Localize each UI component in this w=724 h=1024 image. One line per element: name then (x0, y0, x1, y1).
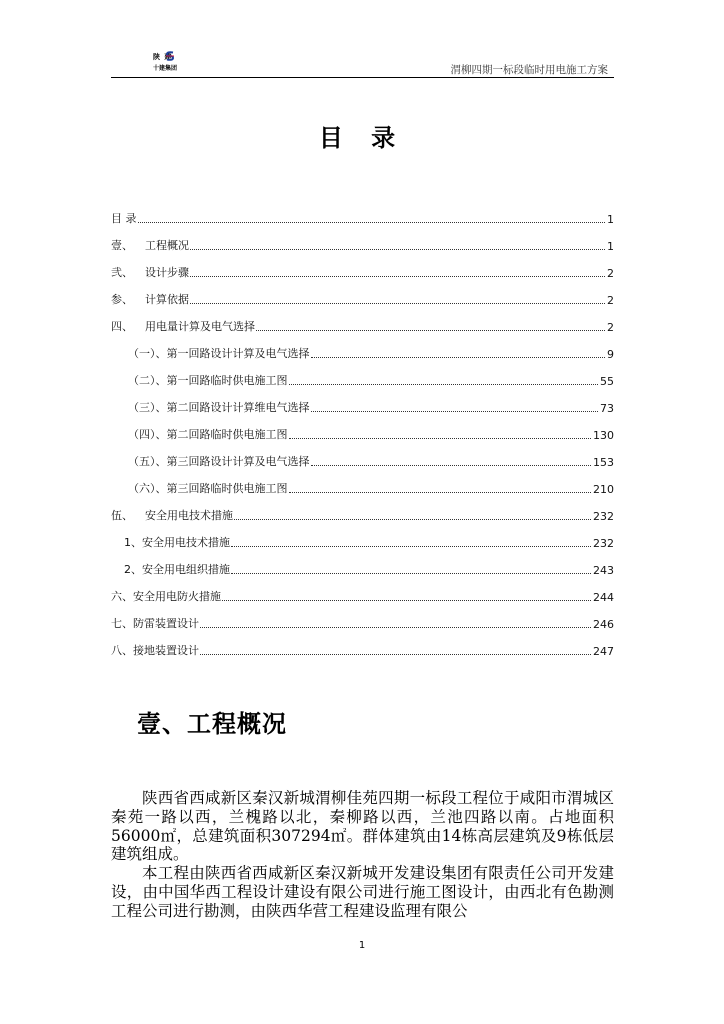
toc-entry-page: 2 (607, 321, 614, 334)
toc-entry-label (128, 372, 288, 389)
toc-entry-label (111, 615, 199, 632)
toc-entry-text: 六、安全用电防火措施 (111, 590, 221, 603)
toc-entry-page: 247 (593, 645, 614, 658)
toc-entry-text: 计算依据 (145, 293, 189, 306)
toc-entry-text: 设计步骤 (145, 266, 189, 279)
toc-entry-page: 2 (607, 267, 614, 280)
toc-dot-leader (190, 249, 605, 250)
toc-dot-leader (311, 465, 592, 466)
toc-entry[interactable] (111, 551, 614, 578)
section-body (111, 789, 614, 921)
toc-entry-text: 用电量计算及电气选择 (145, 320, 255, 333)
toc-dot-leader (256, 330, 605, 331)
toc-entry-label (111, 318, 255, 335)
logo-text-bottom: 十建集团 (153, 65, 178, 72)
toc-entry-text: （六）、第三回路临时供电施工图 (128, 482, 288, 495)
toc-entry-text: 目 录 (111, 212, 137, 225)
toc-entry-page: 232 (593, 510, 614, 523)
toc-entry[interactable] (111, 335, 614, 362)
toc-entry-label (128, 480, 288, 497)
toc-entry-number: 壹、 (111, 239, 133, 252)
toc-dot-leader (311, 357, 606, 358)
toc-entry[interactable] (111, 389, 614, 416)
toc-entry-label (111, 642, 199, 659)
toc-entry-label (111, 291, 189, 308)
toc-entry-text: （四）、第二回路临时供电施工图 (128, 428, 288, 441)
toc-entry[interactable] (111, 308, 614, 335)
toc-entry-label (128, 453, 310, 470)
toc-entry-text: 工程概况 (145, 239, 189, 252)
toc-entry-page: 243 (593, 564, 614, 577)
toc-entry-text: 1、安全用电技术措施 (124, 536, 230, 549)
toc-entry[interactable] (111, 362, 614, 389)
toc-entry-label (128, 426, 288, 443)
logo-s-icon (165, 51, 175, 61)
toc-entry-number: 四、 (111, 320, 133, 333)
company-logo (153, 52, 203, 74)
toc-dot-leader (222, 600, 591, 601)
toc-entry-text: （五）、第三回路设计计算及电气选择 (128, 455, 310, 468)
toc-entry-number: 伍、 (111, 509, 133, 522)
toc-entry-text: （一）、第一回路设计计算及电气选择 (128, 347, 310, 360)
toc-entry-label (111, 588, 221, 605)
toc-entry-label (111, 210, 137, 227)
toc-entry-page: 9 (607, 348, 614, 361)
toc-entry-page: 1 (607, 213, 614, 226)
toc-entry-page: 55 (600, 375, 614, 388)
toc-dot-leader (138, 222, 606, 223)
toc-entry[interactable] (111, 254, 614, 281)
toc-entry-text: （二）、第一回路临时供电施工图 (128, 374, 288, 387)
toc-entry-number: 参、 (111, 293, 133, 306)
toc-entry-label (111, 237, 189, 254)
toc-dot-leader (289, 492, 592, 493)
toc-dot-leader (190, 276, 605, 277)
toc-entry-page: 2 (607, 294, 614, 307)
toc-dot-leader (234, 519, 591, 520)
toc-entry-page: 1 (607, 240, 614, 253)
toc-entry-label (128, 399, 310, 416)
toc-entry-label (111, 507, 233, 524)
toc-entry-text: 七、防雷装置设计 (111, 617, 199, 630)
toc-dot-leader (231, 546, 591, 547)
section-title: 壹、工程概况 (137, 710, 287, 738)
toc-heading: 目 录 (318, 124, 406, 152)
toc-entry-text: 八、接地装置设计 (111, 644, 199, 657)
page-number: 1 (358, 940, 366, 951)
toc-entry[interactable] (111, 281, 614, 308)
toc-entry-page: 210 (593, 483, 614, 496)
toc-dot-leader (311, 411, 599, 412)
paragraph: 本工程由陕西省西咸新区秦汉新城开发建设集团有限责任公司开发建设，由中国华西工程设计建设有限公司进行施工图设计，由西北有色勘测工程公司进行勘测，由陕西华营工程建设监理有限公 (111, 864, 614, 920)
toc-entry-page: 246 (593, 618, 614, 631)
toc-entry-page: 153 (593, 456, 614, 469)
toc-dot-leader (231, 573, 591, 574)
paragraph: 陕西省西咸新区秦汉新城渭柳佳苑四期一标段工程位于咸阳市渭城区秦苑一路以西，兰槐路以北，秦柳路以西，兰池四路以南。占地面积56000㎡，总建筑面积307294㎡。群体建筑由14栋高层建筑及9栋低层建筑组成。 (111, 789, 614, 864)
toc-entry-label (128, 345, 310, 362)
document-header-title: 渭柳四期一标段临时用电施工方案 (450, 64, 608, 76)
toc-entry[interactable] (111, 524, 614, 551)
toc-entry[interactable] (111, 578, 614, 605)
toc-entry-page: 73 (600, 402, 614, 415)
toc-entry-page: 232 (593, 537, 614, 550)
toc-entry-page: 244 (593, 591, 614, 604)
toc-entry-label (124, 561, 230, 578)
toc-dot-leader (190, 303, 605, 304)
toc-entry-page: 130 (593, 429, 614, 442)
toc-entry[interactable] (111, 200, 614, 227)
toc-dot-leader (200, 627, 591, 628)
toc-entry[interactable] (111, 497, 614, 524)
toc-entry-text: （三）、第二回路设计计算维电气选择 (128, 401, 310, 414)
toc-dot-leader (289, 438, 592, 439)
logo-text-top: 陕 建 (153, 53, 173, 61)
toc-entry[interactable] (111, 443, 614, 470)
header-divider (111, 77, 614, 78)
toc-entry[interactable] (111, 416, 614, 443)
toc-entry-number: 弐、 (111, 266, 133, 279)
toc-dot-leader (200, 654, 591, 655)
toc-entry-text: 2、安全用电组织措施 (124, 563, 230, 576)
toc-dot-leader (289, 384, 599, 385)
toc-entry[interactable] (111, 227, 614, 254)
toc-entry-text: 安全用电技术措施 (145, 509, 233, 522)
toc-entry[interactable] (111, 605, 614, 632)
toc-entry-label (124, 534, 230, 551)
toc-entry[interactable] (111, 470, 614, 497)
toc-entry-label (111, 264, 189, 281)
page-header (111, 44, 614, 78)
table-of-contents (111, 200, 614, 659)
toc-entry[interactable] (111, 632, 614, 659)
